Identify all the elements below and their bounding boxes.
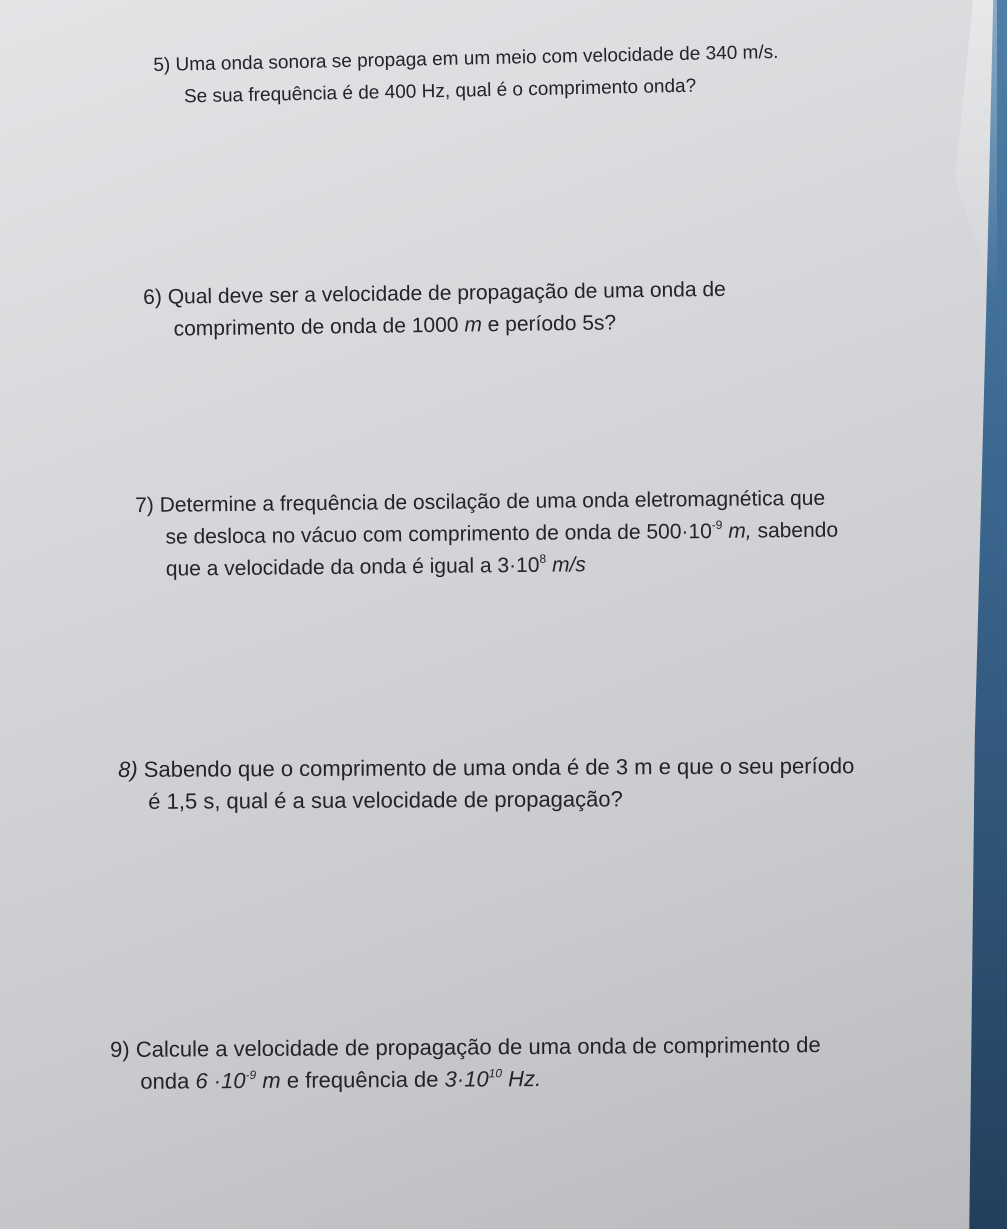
question-5-number: 5)	[153, 54, 171, 76]
question-7-text-2a: se desloca no vácuo com comprimento de onda de	[165, 520, 641, 549]
question-8-text-1: Sabendo que o comprimento de uma onda é de 3 m e que o seu período	[143, 753, 855, 782]
question-7-line-3	[136, 547, 839, 586]
question-7-speed-exponent: 8	[539, 551, 547, 566]
question-7	[135, 483, 839, 586]
question-9-frequency-base: 3·10	[444, 1066, 489, 1092]
question-6-number: 6)	[143, 285, 163, 309]
question-6-unit: m	[464, 313, 483, 337]
question-9-number: 9)	[110, 1036, 130, 1062]
question-7-speed-base: 3·10	[497, 553, 540, 578]
question-9-text-2a: onda	[140, 1068, 190, 1094]
paper-fold-shadow	[937, 0, 997, 300]
question-7-text-1: Determine a frequência de oscilação de uma onda eletromagnética que	[159, 486, 826, 517]
question-9-text-2b: e frequência de	[286, 1066, 439, 1093]
question-8-line-2: é 1,5 s, qual é a sua velocidade de propagação?	[148, 786, 623, 814]
question-8	[118, 750, 855, 818]
question-9-wavelength-base: 6 ·10	[195, 1068, 246, 1094]
question-6-line-2	[143, 306, 726, 346]
question-9-line-2	[110, 1061, 821, 1098]
question-5-text-1: Uma onda sonora se propaga em um meio com velocidade de 340 m/s.	[175, 41, 779, 76]
question-7-wavelength-exponent: -9	[711, 517, 723, 532]
question-7-wavelength-base: 500·10	[646, 519, 712, 544]
question-6-text-2b: e período 5s?	[487, 311, 617, 337]
question-8-line-1	[118, 750, 854, 786]
question-9-line-1	[110, 1029, 821, 1066]
question-7-wavelength-unit: m,	[728, 519, 752, 543]
question-8-number: 8)	[118, 756, 138, 782]
question-7-text-3a: que a velocidade da onda é igual a	[165, 554, 492, 581]
question-7-speed-unit: m/s	[551, 553, 586, 577]
question-9-frequency-unit: Hz.	[508, 1065, 542, 1092]
question-9-text-1: Calcule a velocidade de propagação de uma onda de comprimento de	[135, 1032, 821, 1062]
question-9-wavelength-exponent: -9	[245, 1067, 257, 1083]
question-9-wavelength-unit: m	[262, 1067, 281, 1093]
question-6-text-2a: comprimento de onda de 1000	[173, 313, 459, 341]
question-5	[153, 37, 779, 114]
question-9-frequency-exponent: 10	[488, 1066, 503, 1081]
question-5-line-2: Se sua frequência é de 400 Hz, qual é o comprimento onda?	[183, 75, 697, 108]
question-6-text-1: Qual deve ser a velocidade de propagação de uma onda de	[167, 277, 726, 309]
question-7-text-2b: sabendo	[757, 518, 839, 543]
question-7-number: 7)	[135, 493, 154, 517]
question-6	[143, 274, 726, 346]
question-9	[110, 1029, 821, 1098]
